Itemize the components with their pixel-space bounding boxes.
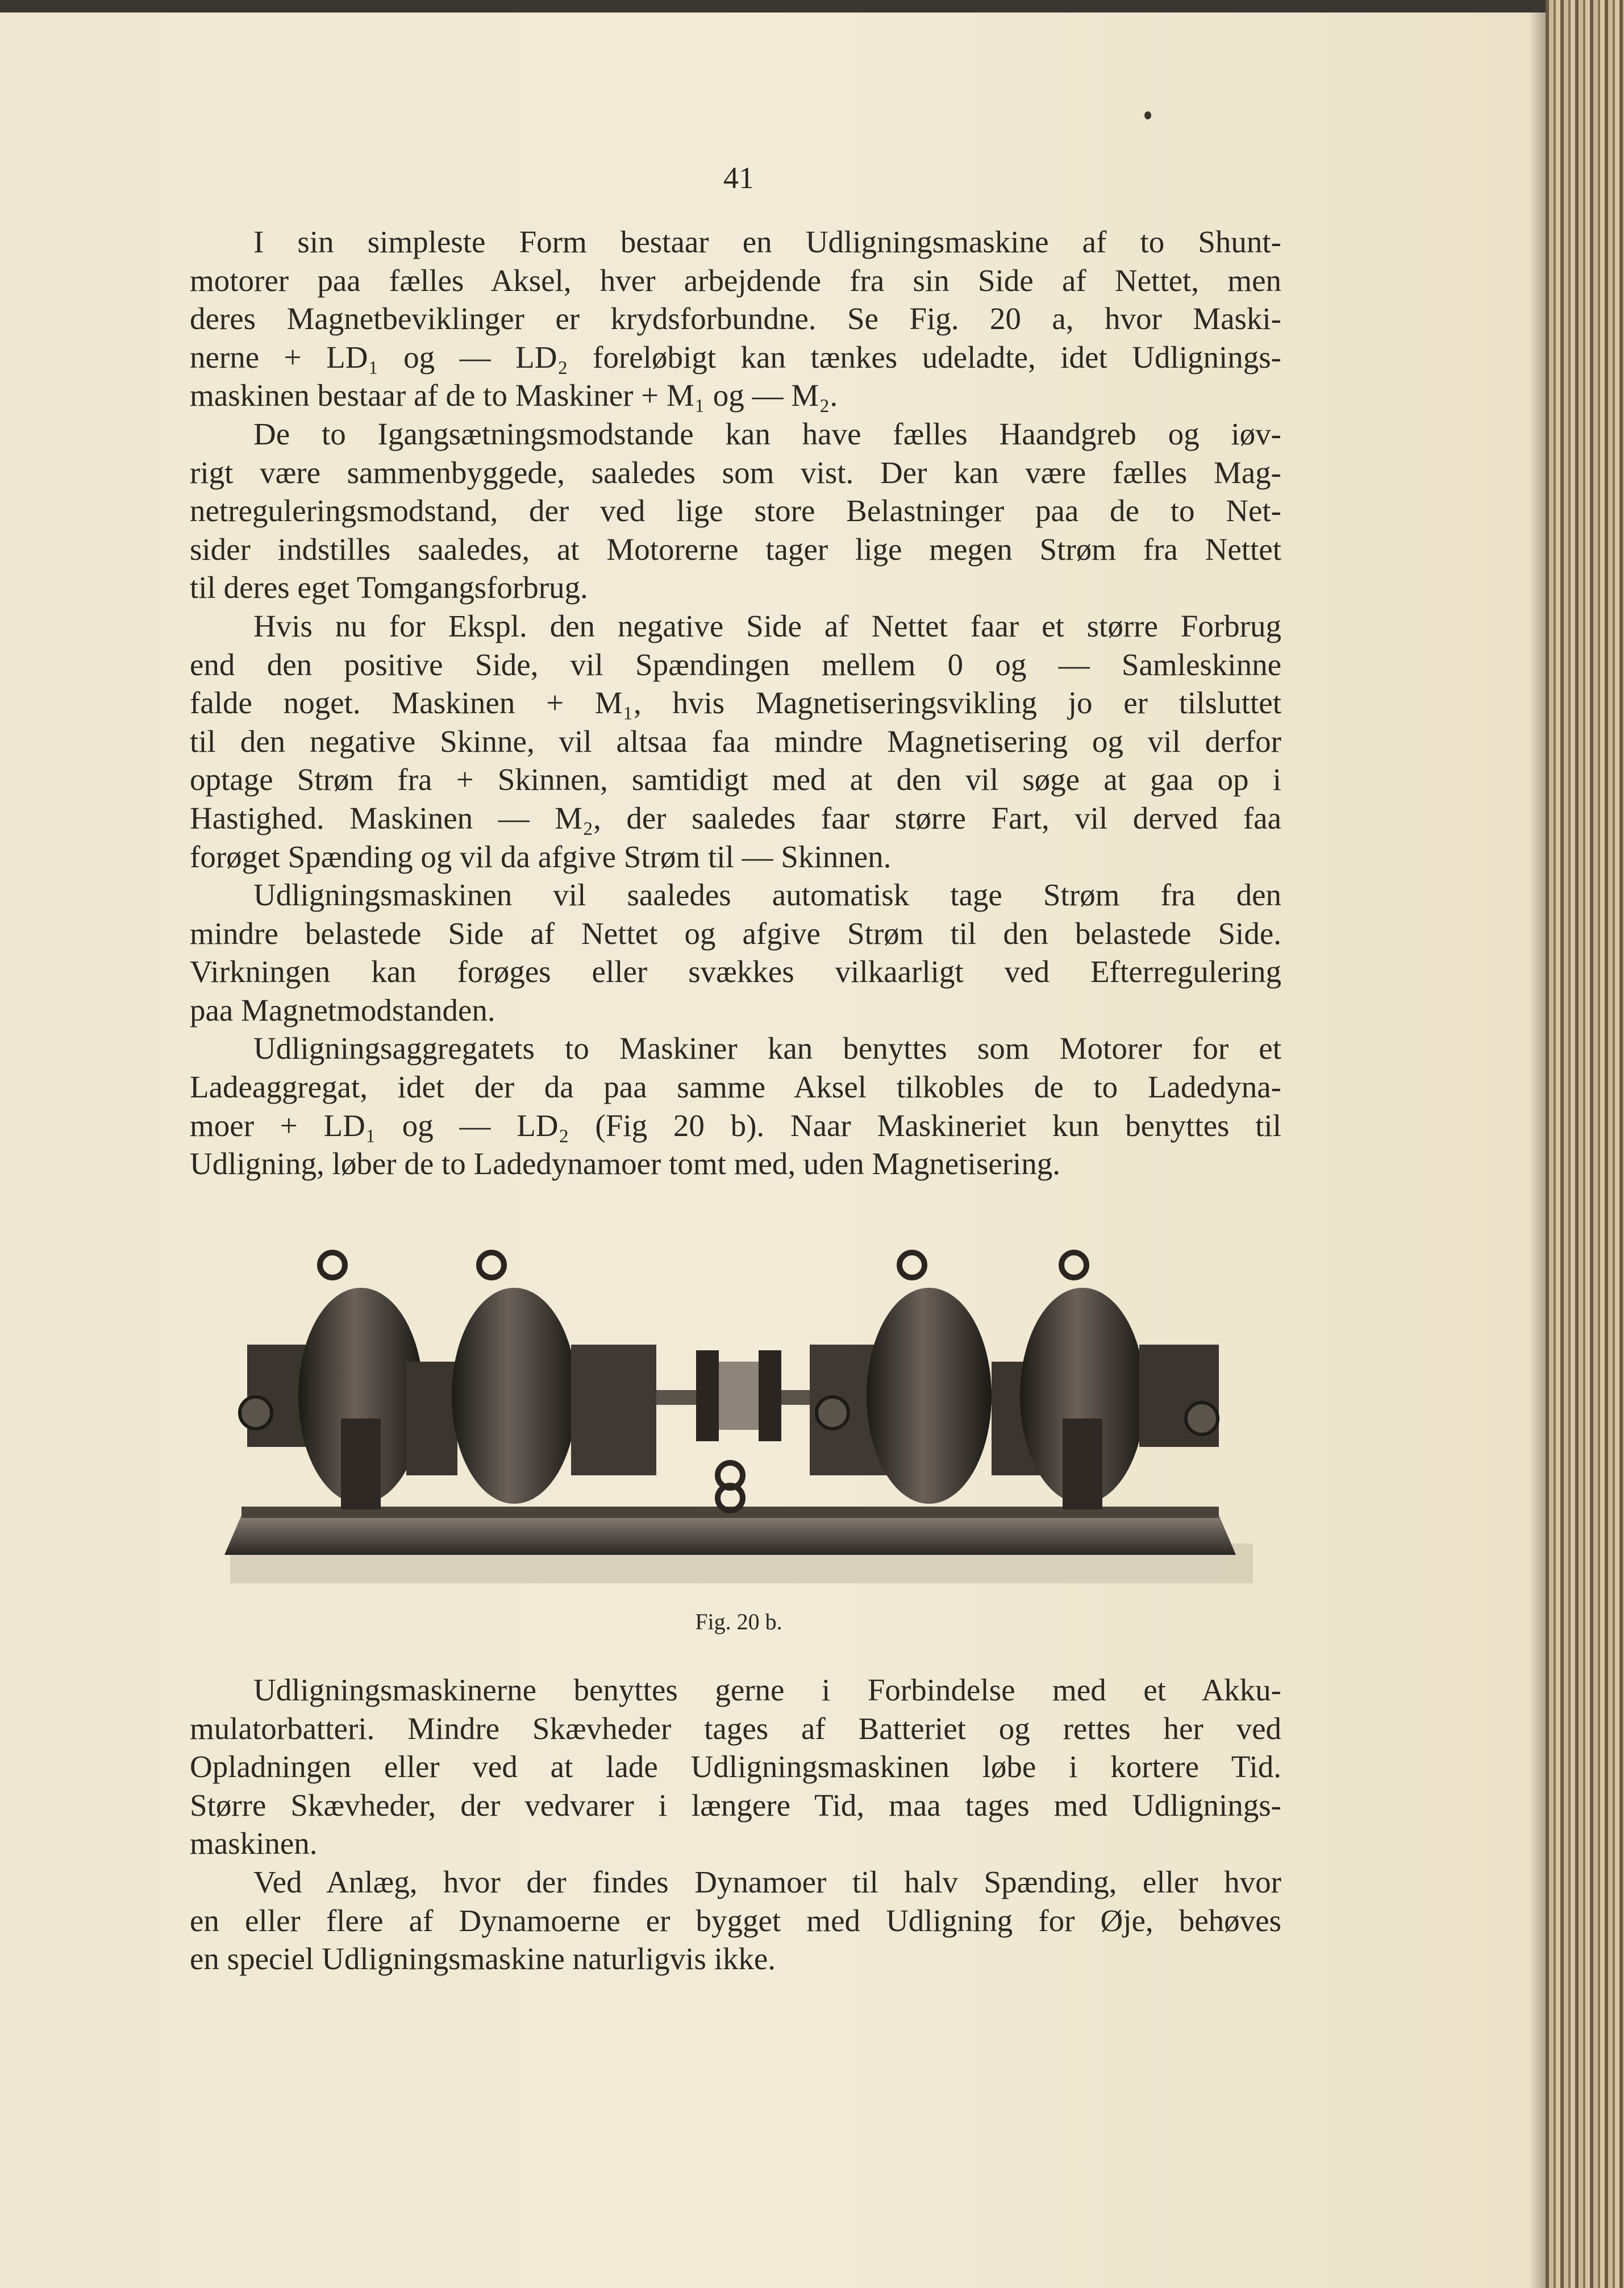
text-line: Udligningsmaskinen vil saaledes automatisk tage Strøm fra den [253, 877, 1281, 913]
text-line: Udligningsmaskinerne benyttes gerne i Forbindelse med et Akku- [253, 1673, 1281, 1707]
base-plate [224, 1515, 1236, 1555]
text-line: en speciel Udligningsmaskine naturligvis ikke. [190, 1941, 776, 1977]
text-line: moer + LD₁ og — LD₂ (Fig 20 b). Naar Maskineriet kun benyttes til [190, 1108, 1281, 1143]
figure-equalizing-machine-set [219, 1248, 1256, 1589]
machine-ld1 [240, 1253, 423, 1509]
page-gutter-shadow [1529, 13, 1546, 2288]
text-line: Udligningsaggregatets to Maskiner kan benyttes som Motorer for et [253, 1031, 1281, 1066]
text-line: motorer paa fælles Aksel, hver arbejdende fra sin Side af Nettet, men [190, 263, 1281, 298]
text-line: rigt være sammenbyggede, saaledes som vist. Der kan være fælles Mag- [190, 455, 1281, 490]
text-line: sider indstilles saaledes, at Motorerne tager lige megen Strøm fra Nettet [190, 531, 1281, 567]
page-number: 41 [723, 161, 754, 195]
text-line: til den negative Skinne, vil altsaa faa mindre Magnetisering og vil derfor [190, 723, 1281, 759]
scan-top-edge [0, 0, 1624, 13]
text-line: Hastighed. Maskinen — M₂, der saaledes faar større Fart, vil derved faa [190, 800, 1281, 835]
text-line: Opladningen eller ved at lade Udligningsmaskinen løbe i kortere Tid. [190, 1749, 1281, 1784]
ink-speck [1144, 111, 1151, 119]
text-line: I sin simpleste Form bestaar en Udligningsmaskine af to Shunt- [253, 224, 1281, 259]
text-line: forøget Spænding og vil da afgive Strøm til — Skinnen. [190, 839, 892, 874]
text-line: Ved Anlæg, hvor der findes Dynamoer til halv Spænding, eller hvor [253, 1864, 1281, 1899]
text-line: en eller flere af Dynamoerne er bygget med Udligning for Øje, behøves [190, 1903, 1281, 1938]
text-line: maskinen bestaar af de to Maskiner + M₁ og — M₂. [190, 378, 838, 413]
text-line: end den positive Side, vil Spændingen mellem 0 og — Samleskinne [190, 647, 1281, 682]
text-line: til deres eget Tomgangsforbrug. [190, 570, 588, 605]
text-line: netreguleringsmodstand, der ved lige store Belastninger paa de to Net- [190, 493, 1281, 529]
body-text-bottom [190, 1671, 1281, 1978]
text-line: Udligning, løber de to Ladedynamoer tomt med, uden Magnetisering. [190, 1146, 1060, 1182]
machine-ld2 [1020, 1253, 1219, 1509]
text-line: De to Igangsætningsmodstande kan have fælles Haandgreb og iøv- [253, 416, 1281, 451]
text-line: paa Magnetmodstanden. [190, 992, 495, 1027]
figure-caption: Fig. 20 b. [695, 1609, 782, 1634]
text-line: mindre belastede Side af Nettet og afgive Strøm til den belastede Side. [190, 916, 1281, 951]
text-line: falde noget. Maskinen + M₁, hvis Magnetiseringsvikling jo er tilsluttet [190, 685, 1281, 721]
text-line: maskinen. [190, 1826, 318, 1861]
page-stack-edge [1546, 0, 1624, 2288]
text-line: Ladeaggregat, idet der da paa samme Aksel tilkobles de to Ladedyna- [190, 1070, 1281, 1105]
body-text-top [190, 223, 1281, 1183]
text-line: deres Magnetbeviklinger er krydsforbundne. Se Fig. 20 a, hvor Maski- [190, 301, 1281, 336]
text-line: Større Skævheder, der vedvarer i længere Tid, maa tages med Udlignings- [190, 1787, 1281, 1823]
text-line: Virkningen kan forøges eller svækkes vilkaarligt ved Efterregulering [190, 954, 1281, 989]
coupling [696, 1350, 781, 1511]
text-line: mulatorbatteri. Mindre Skævheder tages af Batteriet og rettes her ved [190, 1711, 1281, 1746]
machine-m2 [810, 1253, 1043, 1504]
text-line: Hvis nu for Ekspl. den negative Side af Nettet faar et større Forbrug [253, 608, 1281, 643]
text-line: nerne + LD₁ og — LD₂ foreløbigt kan tænkes udeladte, idet Udlignings- [190, 339, 1281, 375]
text-line: optage Strøm fra + Skinnen, samtidigt med at den vil søge at gaa op i [190, 762, 1281, 797]
machine-m1 [406, 1253, 656, 1504]
